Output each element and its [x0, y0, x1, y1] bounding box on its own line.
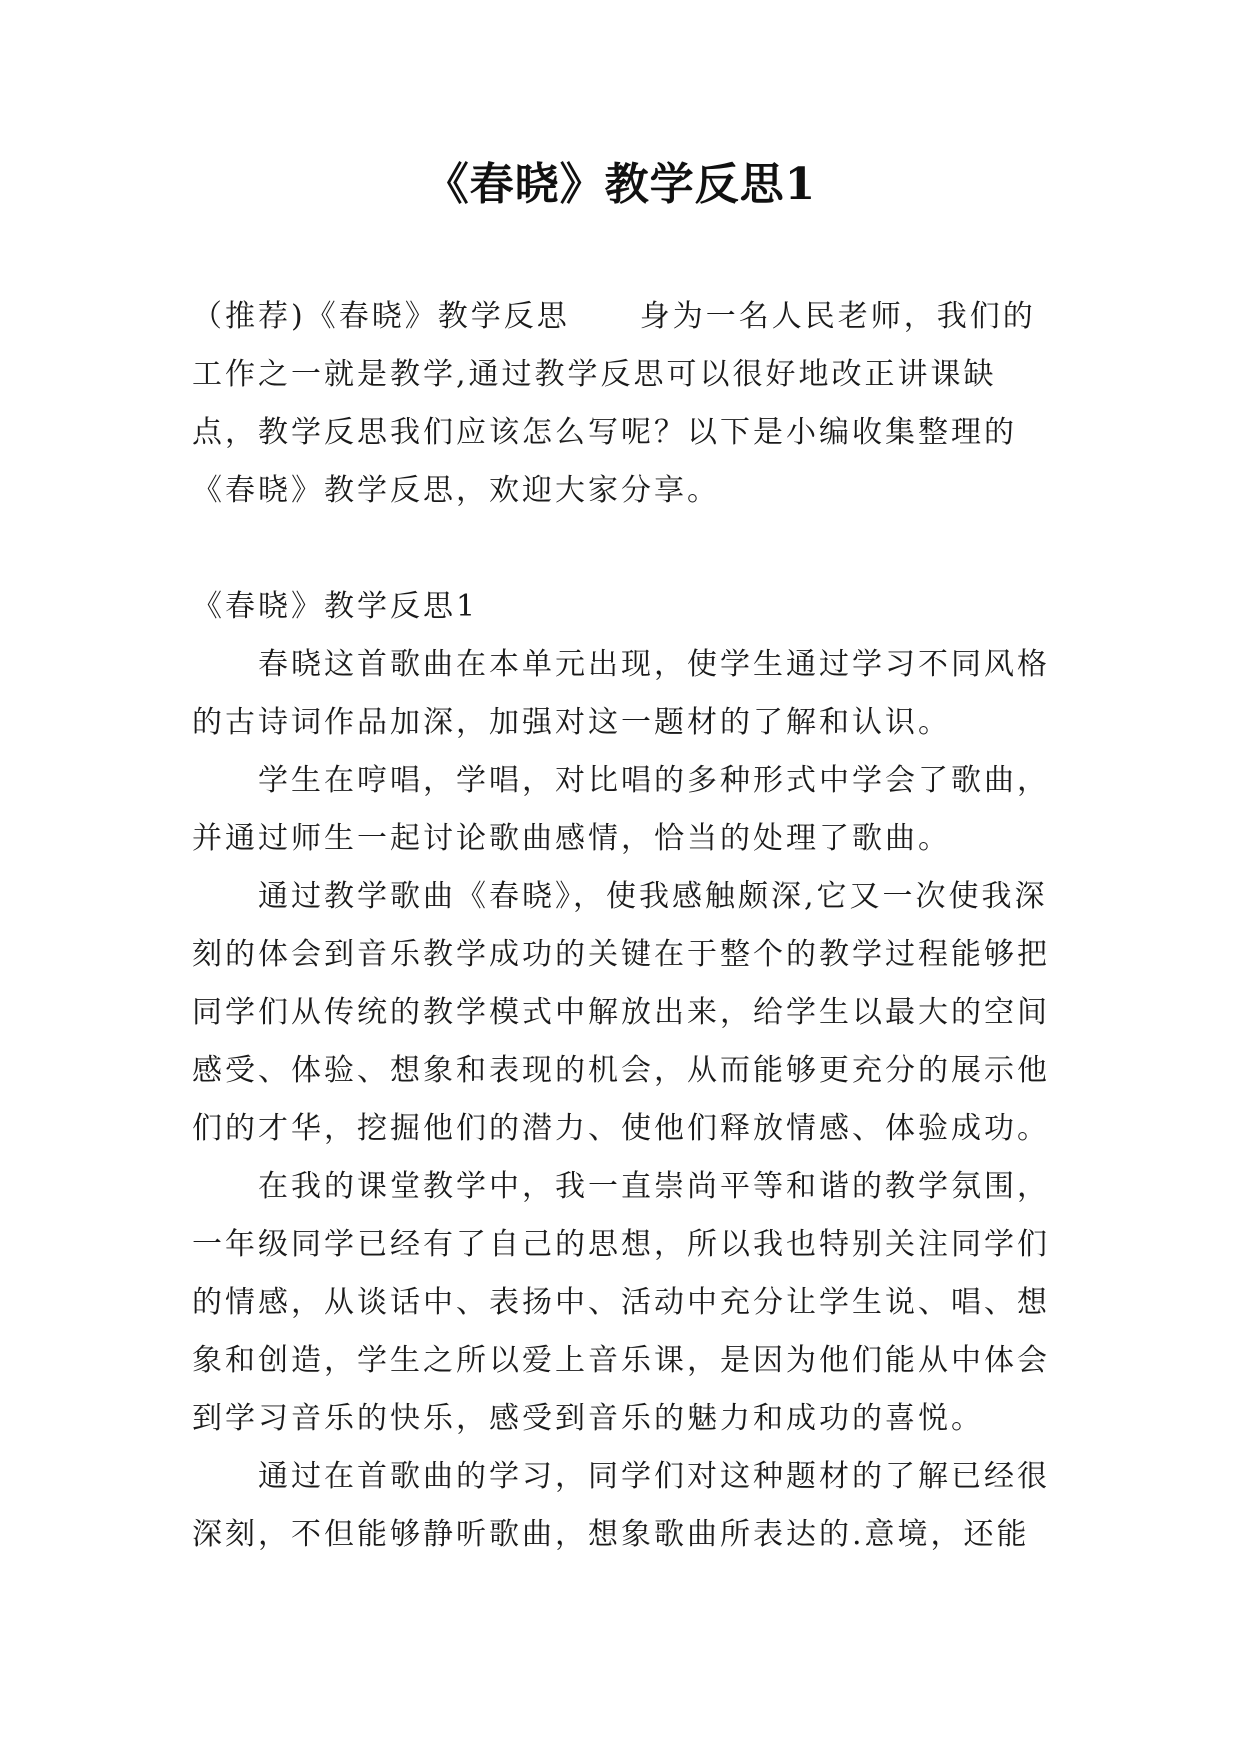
- body-paragraph-1: 春晓这首歌曲在本单元出现，使学生通过学习不同风格的古诗词作品加深，加强对这一题材的了解和认识。: [192, 647, 1050, 740]
- section-body: [192, 578, 1062, 1564]
- document-title: 《春晓》教学反思1: [424, 159, 817, 210]
- body-paragraph-3: 通过教学歌曲《春晓》，使我感触颇深,它又一次使我深刻的体会到音乐教学成功的关键在于整个的教学过程能够把同学们从传统的教学模式中解放出来，给学生以最大的空间感受、体验、想象和表现的机会，从而能够更充分的展示他们的才华，挖掘他们的潜力、使他们释放情感、体验成功。: [192, 879, 1050, 1146]
- intro-lead: （推荐)《春晓》教学反思: [192, 299, 570, 334]
- intro-text: 身为一名人民老师，我们的工作之一就是教学,通过教学反思可以很好地改正讲课缺点，教学反思我们应该怎么写呢？以下是小编收集整理的《春晓》教学反思，欢迎大家分享。: [192, 299, 1036, 508]
- body-paragraph-5: 通过在首歌曲的学习，同学们对这种题材的了解已经很深刻，不但能够静听歌曲，想象歌曲所表达的.意境，还能: [192, 1459, 1050, 1552]
- body-paragraph-2: 学生在哼唱，学唱，对比唱的多种形式中学会了歌曲，并通过师生一起讨论歌曲感情，恰当的处理了歌曲。: [192, 763, 1050, 856]
- section-heading: 《春晓》教学反思1: [192, 589, 479, 624]
- intro-paragraph: [192, 288, 1062, 520]
- body-paragraph-4: 在我的课堂教学中，我一直崇尚平等和谐的教学氛围，一年级同学已经有了自己的思想，所以我也特别关注同学们的情感，从谈话中、表扬中、活动中充分让学生说、唱、想象和创造，学生之所以爱上音乐课，是因为他们能从中体会到学习音乐的快乐，感受到音乐的魅力和成功的喜悦。: [192, 1169, 1050, 1436]
